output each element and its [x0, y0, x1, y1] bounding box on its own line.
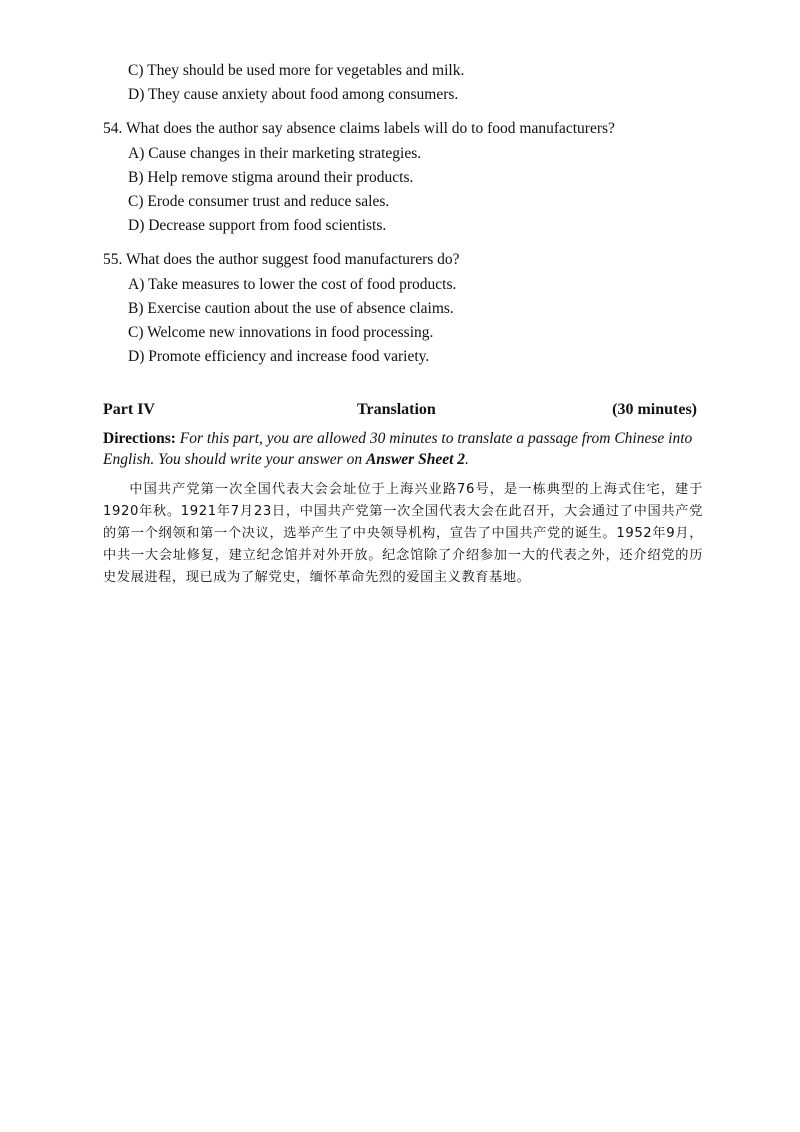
q55-option-c: C) Welcome new innovations in food processing. — [128, 324, 434, 341]
q55-option-d: D) Promote efficiency and increase food variety. — [128, 348, 430, 365]
q53-option-d: D) They cause anxiety about food among consumers. — [128, 86, 459, 103]
directions-label: Directions: — [103, 430, 176, 447]
part-time: (30 minutes) — [612, 401, 697, 418]
directions-end: . — [465, 451, 469, 468]
q54-option-a: A) Cause changes in their marketing strategies. — [128, 145, 422, 162]
q55-question: 55. What does the author suggest food manufacturers do? — [103, 251, 460, 268]
q53-option-c: C) They should be used more for vegetables and milk. — [128, 62, 465, 79]
answer-sheet-ref: Answer Sheet 2 — [365, 451, 466, 468]
directions-text: For this part, you are allowed 30 minutes to translate a passage from Chinese into English. You should write your answer on — [103, 430, 693, 468]
q55-option-a: A) Take measures to lower the cost of food products. — [128, 276, 457, 293]
q54-question: 54. What does the author say absence claims labels will do to food manufacturers? — [103, 120, 615, 137]
q54-option-c: C) Erode consumer trust and reduce sales. — [128, 193, 390, 210]
part-title: Translation — [357, 401, 436, 418]
part-label: Part IV — [103, 401, 155, 418]
translation-passage: 中国共产党第一次全国代表大会会址位于上海兴业路76号，是一栋典型的上海式住宅，建于1920年秋。1921年7月23日，中国共产党第一次全国代表大会在此召开，大会通过了中国共产党的第一个纲领和第一个决议，选举产生了中央领导机构，宣告了中国共产党的诞生。1952年9月，中共一大会址修复，建立纪念馆并对外开放。纪念馆除了介绍参加一大的代表之外，还介绍党的历史发展进程，现已成为了解党史，缅怀革命先烈的爱国主义教育基地。 — [103, 482, 703, 585]
q54-option-d: D) Decrease support from food scientists. — [128, 217, 387, 234]
directions — [103, 428, 703, 470]
q55-option-b: B) Exercise caution about the use of absence claims. — [128, 300, 454, 317]
q54-option-b: B) Help remove stigma around their products. — [128, 169, 414, 186]
